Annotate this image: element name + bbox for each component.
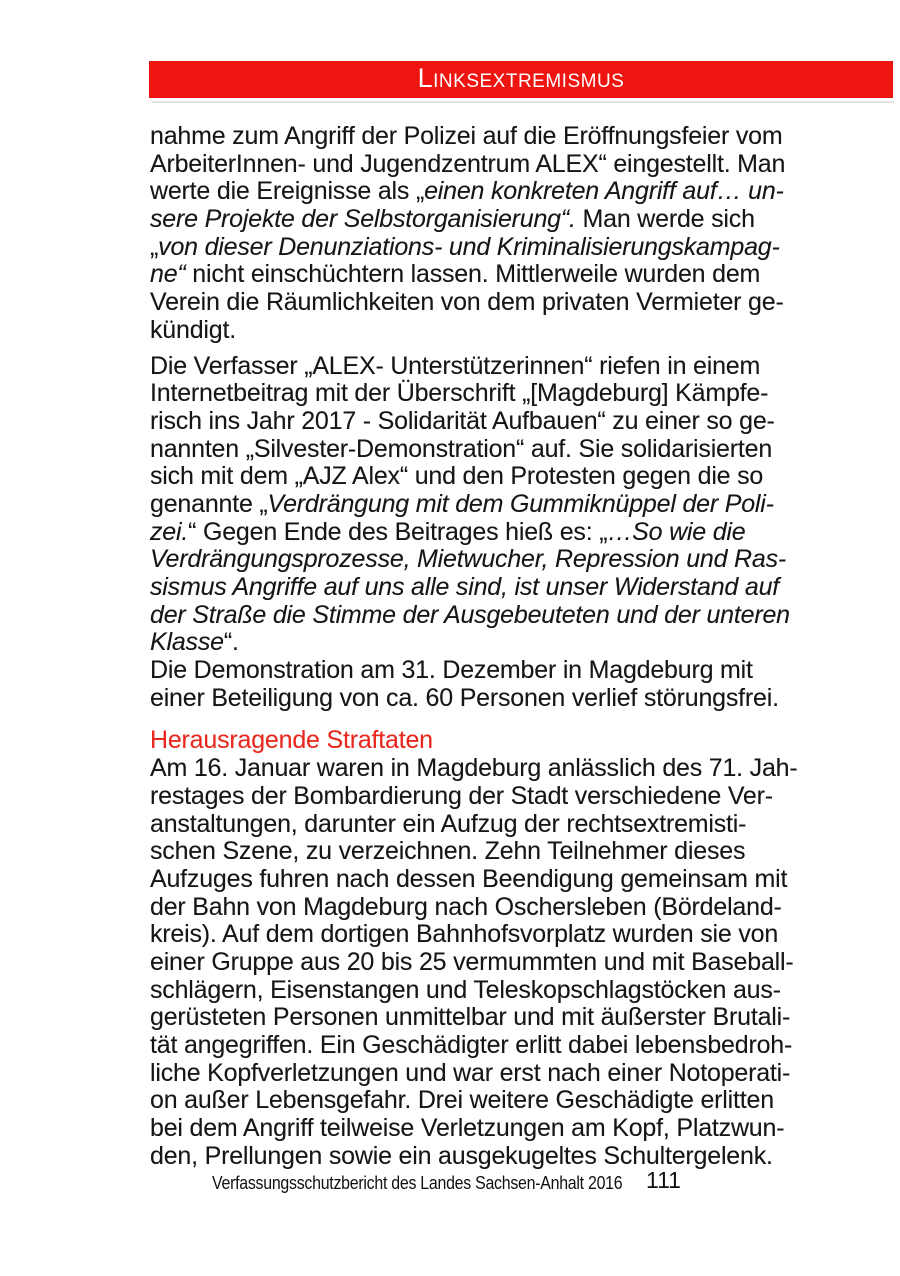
paragraph bbox=[150, 754, 798, 1170]
text-line bbox=[150, 151, 790, 179]
text-segment: schlägern, Eisenstangen und Teleskopschlagstöcken aus- bbox=[150, 975, 781, 1004]
text-line bbox=[150, 463, 790, 491]
text-line bbox=[150, 1004, 790, 1032]
text-segment: liche Kopfverletzungen und war erst nach einer Notoperati- bbox=[150, 1058, 791, 1087]
text-segment: einer Beteiligung von ca. 60 Personen verlief störungsfrei. bbox=[150, 683, 779, 712]
text-line bbox=[150, 921, 790, 949]
quoted-italic-text: zei. bbox=[150, 517, 189, 546]
text-segment: kreis). Auf dem dortigen Bahnhofsvorplatz wurden sie von bbox=[150, 920, 779, 949]
text-line bbox=[150, 754, 798, 783]
body-text bbox=[150, 122, 798, 1170]
text-line bbox=[150, 261, 790, 289]
text-line bbox=[150, 206, 790, 234]
text-segment: Internetbeitrag mit der Überschrift „[Magdeburg] Kämpfe- bbox=[150, 379, 769, 408]
section-title: Linksextremismus bbox=[417, 63, 625, 93]
text-segment: „ bbox=[150, 232, 159, 261]
text-segment: on außer Lebensgefahr. Drei weitere Geschädigte erlitten bbox=[150, 1086, 774, 1115]
text-segment: genannte „ bbox=[150, 489, 268, 518]
text-segment: gerüsteten Personen unmittelbar und mit äußerster Brutali- bbox=[150, 1003, 791, 1032]
text-segment: Am 16. Januar waren in Magdeburg anlässlich des 71. Jah- bbox=[150, 754, 798, 783]
text-line bbox=[150, 380, 790, 408]
text-line bbox=[150, 629, 790, 657]
text-segment: Verein die Räumlichkeiten von dem privaten Vermieter ge- bbox=[150, 288, 784, 317]
text-line bbox=[150, 783, 790, 811]
quoted-italic-text: einen konkreten Angriff auf… un- bbox=[424, 177, 784, 206]
text-line bbox=[150, 657, 790, 685]
text-line bbox=[150, 123, 790, 151]
text-line bbox=[150, 685, 790, 713]
text-line bbox=[150, 947, 794, 977]
text-line bbox=[150, 178, 790, 206]
text-segment: werte die Ereignisse als „ bbox=[150, 177, 425, 206]
text-line bbox=[150, 811, 790, 839]
text-line bbox=[150, 838, 790, 866]
text-line bbox=[150, 1031, 793, 1060]
text-segment: der Bahn von Magdeburg nach Oschersleben (Bördeland- bbox=[150, 892, 782, 921]
quoted-italic-text: Verdrängung mit dem Gummiknüppel der Poli- bbox=[267, 489, 774, 518]
text-line bbox=[150, 1087, 790, 1115]
quoted-italic-text: ne“ bbox=[150, 260, 186, 289]
text-segment: nannten „Silvester-Demonstration“ auf. Sie solidarisierten bbox=[150, 434, 773, 463]
text-segment: Die Demonstration am 31. Dezember in Magdeburg mit bbox=[150, 656, 753, 685]
text-line bbox=[150, 317, 790, 345]
text-segment: anstaltungen, darunter ein Aufzug der rechtsextremisti- bbox=[150, 809, 747, 838]
text-segment: kündigt. bbox=[150, 315, 236, 344]
text-line bbox=[150, 1060, 790, 1088]
text-segment: ArbeiterInnen- und Jugendzentrum ALEX“ eingestellt. Man bbox=[150, 149, 786, 178]
paragraph bbox=[150, 353, 790, 713]
text-segment: “ Gegen Ende des Beitrages hieß es: „ bbox=[188, 517, 608, 546]
text-line bbox=[150, 602, 790, 630]
quoted-italic-text: der Straße die Stimme der Ausgebeuteten und der unteren bbox=[150, 600, 790, 629]
text-segment: schen Szene, zu verzeichnen. Zehn Teilnehmer dieses bbox=[150, 837, 746, 866]
text-segment: risch ins Jahr 2017 - Solidarität Aufbauen“ zu einer so ge- bbox=[150, 406, 775, 435]
text-segment: einer Gruppe aus 20 bis 25 vermummten und mit Baseball- bbox=[150, 947, 794, 976]
text-line bbox=[150, 866, 790, 894]
page-number: 111 bbox=[646, 1167, 681, 1193]
text-segment: nahme zum Angriff der Polizei auf die Eröffnungsfeier vom bbox=[150, 122, 783, 150]
text-line bbox=[150, 408, 790, 436]
text-line bbox=[150, 353, 790, 381]
text-segment: sich mit dem „AJZ Alex“ und den Protesten gegen die so bbox=[150, 462, 764, 491]
header-bar-shadow bbox=[152, 101, 894, 103]
quoted-italic-text: sismus Angriffe auf uns alle sind, ist unser Widerstand auf bbox=[150, 573, 780, 601]
quoted-italic-text: von dieser Denunziations- und Kriminalisierungskampag- bbox=[158, 232, 780, 261]
text-line bbox=[150, 234, 790, 262]
text-segment: Man werde sich bbox=[575, 205, 755, 234]
text-line bbox=[150, 546, 790, 574]
text-segment: den, Prellungen sowie ein ausgekugeltes Schultergelenk. bbox=[150, 1141, 773, 1170]
section-header-bar bbox=[149, 61, 893, 98]
quoted-italic-text: Klasse bbox=[150, 628, 224, 657]
text-segment: Aufzuges fuhren nach dessen Beendigung gemeinsam mit bbox=[150, 864, 788, 893]
text-segment: bei dem Angriff teilweise Verletzungen am Kopf, Platzwun- bbox=[150, 1114, 785, 1143]
text-line bbox=[150, 436, 790, 464]
text-line bbox=[150, 727, 790, 755]
text-line bbox=[150, 1115, 790, 1143]
quoted-italic-text: sere Projekte der Selbstorganisierung“. bbox=[150, 205, 576, 234]
footer-report-title: Verfassungsschutzbericht des Landes Sachsen-Anhalt 2016 bbox=[212, 1172, 623, 1193]
paragraph bbox=[150, 123, 790, 345]
text-line bbox=[150, 289, 790, 317]
text-segment: nicht einschüchtern lassen. Mittlerweile wurden dem bbox=[185, 260, 761, 289]
text-segment: “. bbox=[223, 628, 239, 657]
text-segment: restages der Bombardierung der Stadt verschiedene Ver- bbox=[150, 781, 773, 810]
quoted-italic-text: …So wie die bbox=[607, 517, 746, 546]
text-segment: Herausragende Straftaten bbox=[150, 726, 433, 755]
text-line bbox=[150, 491, 790, 519]
text-segment: Die Verfasser „ALEX- Unterstützerinnen“ riefen in einem bbox=[150, 351, 761, 380]
section-heading bbox=[150, 727, 790, 755]
text-line bbox=[150, 574, 790, 602]
text-line bbox=[150, 977, 790, 1005]
text-segment: tät angegriffen. Ein Geschädigter erlitt dabei lebensbedroh- bbox=[150, 1031, 793, 1059]
text-line bbox=[150, 519, 790, 547]
text-line bbox=[150, 1143, 790, 1171]
text-line bbox=[150, 894, 790, 922]
quoted-italic-text: Verdrängungsprozesse, Mietwucher, Repression und Ras- bbox=[150, 545, 787, 574]
